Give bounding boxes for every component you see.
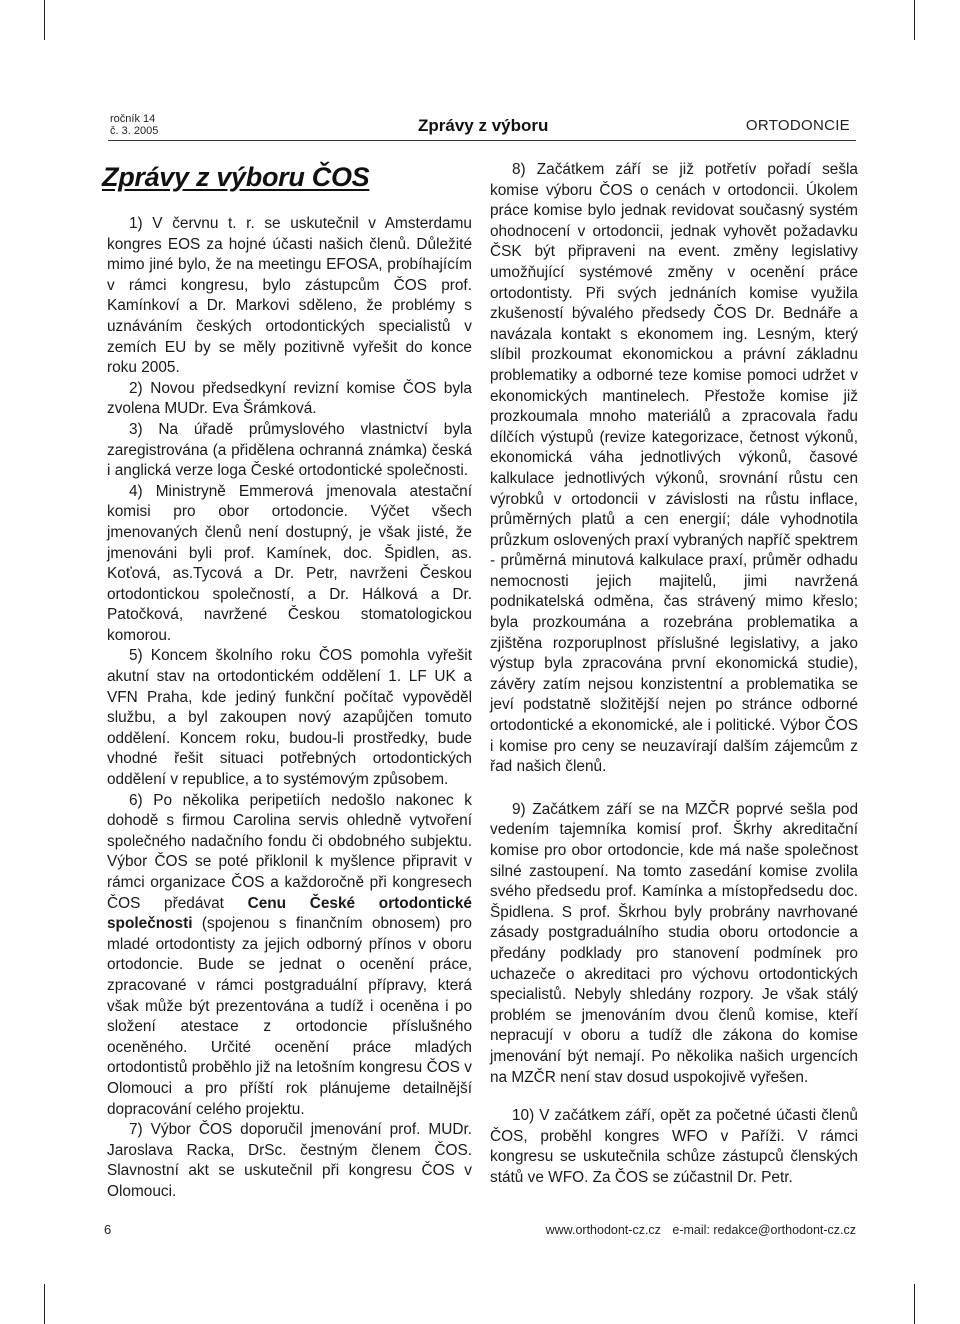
left-column: [107, 214, 472, 1203]
crop-mark-bottom-right: [914, 1284, 915, 1324]
article-title: Zprávy z výboru ČOS: [102, 162, 370, 192]
paragraph-4: 4) Ministryně Emmerová jmenovala atestační komisi pro obor ortodoncie. Výčet všech jmenovaných členů není dostupný, je však jisté, že jmenováni byli prof. Kamínek, doc. Špidlen, as. Koťová, as.Tycová a Dr. Petr, navrženi Českou ortodontickou společností, a Dr. Hálková a Dr. Patočková, navržené Českou stomatologickou komorou.: [107, 482, 472, 644]
paragraph-2: 2) Novou předsedkyní revizní komise ČOS byla zvolena MUDr. Eva Šrámková.: [107, 379, 472, 418]
crop-mark-top-left: [44, 0, 45, 40]
volume-label: ročník 14: [110, 113, 156, 125]
award-name: Cenu České ortodontické společnosti: [107, 894, 472, 933]
paragraph-6: [107, 791, 472, 1121]
crop-mark-bottom-left: [44, 1284, 45, 1324]
journal-name: ORTODONCIE: [745, 117, 850, 134]
issue-label: č. 3. 2005: [110, 125, 159, 137]
page-number: 6: [104, 1222, 112, 1237]
paragraph-7: 7) Výbor ČOS doporučil jmenování prof. MUDr. Jaroslava Racka, DrSc. čestným členem ČOS. Slavnostní akt se uskutečnil při kongresu ČOS v Olomouci.: [107, 1121, 472, 1200]
paragraph-5: 5) Koncem školního roku ČOS pomohla vyřešit akutní stav na ortodontickém oddělení 1. LF UK a VFN Praha, kde jediný funkční počítač vypověděl službu, a byl zakoupen nový azapůjčen tomuto oddělení. Koncem roku, budou-li prostředky, bude vhodné řešit situaci potřebných ortodontických oddělení v republice, a to systémovým způsobem.: [107, 647, 472, 789]
paragraph-9: 9) Začátkem září se na MZČR poprvé sešla pod vedením tajemníka komisí prof. Škrhy akreditační komise pro obor ortodoncie, kde má naše společnost silné zastoupení. Na tomto zasedání komise zvolila svého předsedu prof. Kamínka a místopředsedu doc. Špidlena. S prof. Škrhou byly probrány navrhované zásady postgraduálního studia oboru ortodoncie a předány podklady pro stanovení podmínek pro uchazeče o akreditaci pro výchovu ortodontických specialistů. Nebyly shledány rozpory. Je však stálý problém se jmenováním dvou členů komise, kteří nepracují v oboru a tudíž dle zákona do komise jmenování být nemají. Po několika našich urgencích na MZČR není stav dosud uspokojivě vyřešen.: [490, 800, 858, 1086]
paragraph-8: 8) Začátkem září se již potřetív pořadí sešla komise výboru ČOS o cenách v ortodoncii. Úkolem práce komise bylo jednak revidovat současný systém ohodnocení v ortodoncii, jednak vyhovět požadavku ČSK být připraveni na event. změny legislativy umožňující systémové změny v ocenění práce ortodontisty. Při svých jednáních komise využila zkušeností bývalého předsedy ČOS Dr. Bednáře a navázala kontakt s ekonomem ing. Lesným, který slíbil prozkoumat ekonomickou a právní základnu problematiky a odborné teze komise pomoci udržet v ekonomických mantinelech. Přestože komise již prozkoumala mnoho materiálů a zpracovala řadu dílčích výstupů (revize kategorizace, četnost výkonů, ekonomická váha jednotlivých výkonů, časové kalkulace jednotlivých výkonů, srovnání růstu cen výrobků v ortodoncii v závislosti na růstu inflace, průměrných platů a cen energií; dále vyhodnotila průzkum oslovených praxí vybraných napříč spektrem - průměrná minutová kalkulace praxí, průměr odhadu nemocnosti jejich majitelů, jimi navržená podnikatelská odměna, čas strávený mimo křeslo; byla prozkoumána a rozebrána problematika a zjištěna rozporuplnost příslušné legislativy, a jako výstup byla zpracována první ekonomická studie), závěry zatím nejsou konzistentní a problematika se jeví podstatně složitější nejen po stránce odborné ortodontické a ekonomické, ale i politické. Výbor ČOS i komise pro ceny se neuzavírají dalším zájemcům z řad našich členů.: [490, 161, 858, 776]
paragraph-10: 10) V začátkem září, opět za početné účasti členů ČOS, proběhl kongres WFO v Paříži. V rámci kongresu se uskutečnila schůze zástupců členských států ve WFO. Za ČOS se zúčastnil Dr. Petr.: [490, 1107, 858, 1186]
section-title: Zprávy z výboru: [418, 116, 549, 135]
paragraph-1: 1) V červnu t. r. se uskutečnil v Amsterdamu kongres EOS za hojné účasti našich členů. Důležité mimo jiné bylo, že na meetingu EFOSA, probíhajícím v rámci kongresu, bylo zástupcům ČOS prof. Kamínkoví a Dr. Markovi sděleno, že problémy s uznáváním českých ortodontických specialistů v zemích EU by se měly pozitivně vyřešit do konce roku 2005.: [107, 215, 472, 377]
crop-mark-top-right: [914, 0, 915, 40]
paragraph-6-end: (spojenou s finančním obnosem) pro mladé ortodontisty za jejich odborný přínos v oboru ortodoncie. Bude se jednat o ocenění práce, zpracované v rámci postgraduální přípravy, která však může být prezentována a tudíž i oceněna i po složení atestace z ortodoncie příslušného oceněného. Určité ocenění práce mladých ortodontistů proběhlo již na letošním kongresu ČOS v Olomouci a pro příští rok plánujeme detailnější dopracování celého projektu.: [107, 915, 472, 1118]
footer-contact: [538, 1223, 856, 1237]
email-link[interactable]: e-mail: redakce@orthodont-cz.cz: [672, 1223, 856, 1237]
paragraph-6-start: 6) Po několika peripetiích nedošlo nakonec k dohodě s firmou Carolina servis ohledně vytvoření společného nadačního fondu či obdobného subjektu. Výbor ČOS se poté přiklonil k myšlence připravit v rámci organizace ČOS a každoročně při kongresech ČOS předávat: [107, 791, 472, 912]
issue-info: [110, 113, 158, 137]
right-column: [490, 160, 858, 1189]
header-divider: [108, 140, 856, 141]
website-link[interactable]: www.orthodont-cz.cz: [545, 1223, 661, 1237]
paragraph-3: 3) Na úřadě průmyslového vlastnictví byla zaregistrována (a přidělena ochranná známka) česká i anglická verze loga České ortodontické společnosti.: [107, 420, 472, 480]
